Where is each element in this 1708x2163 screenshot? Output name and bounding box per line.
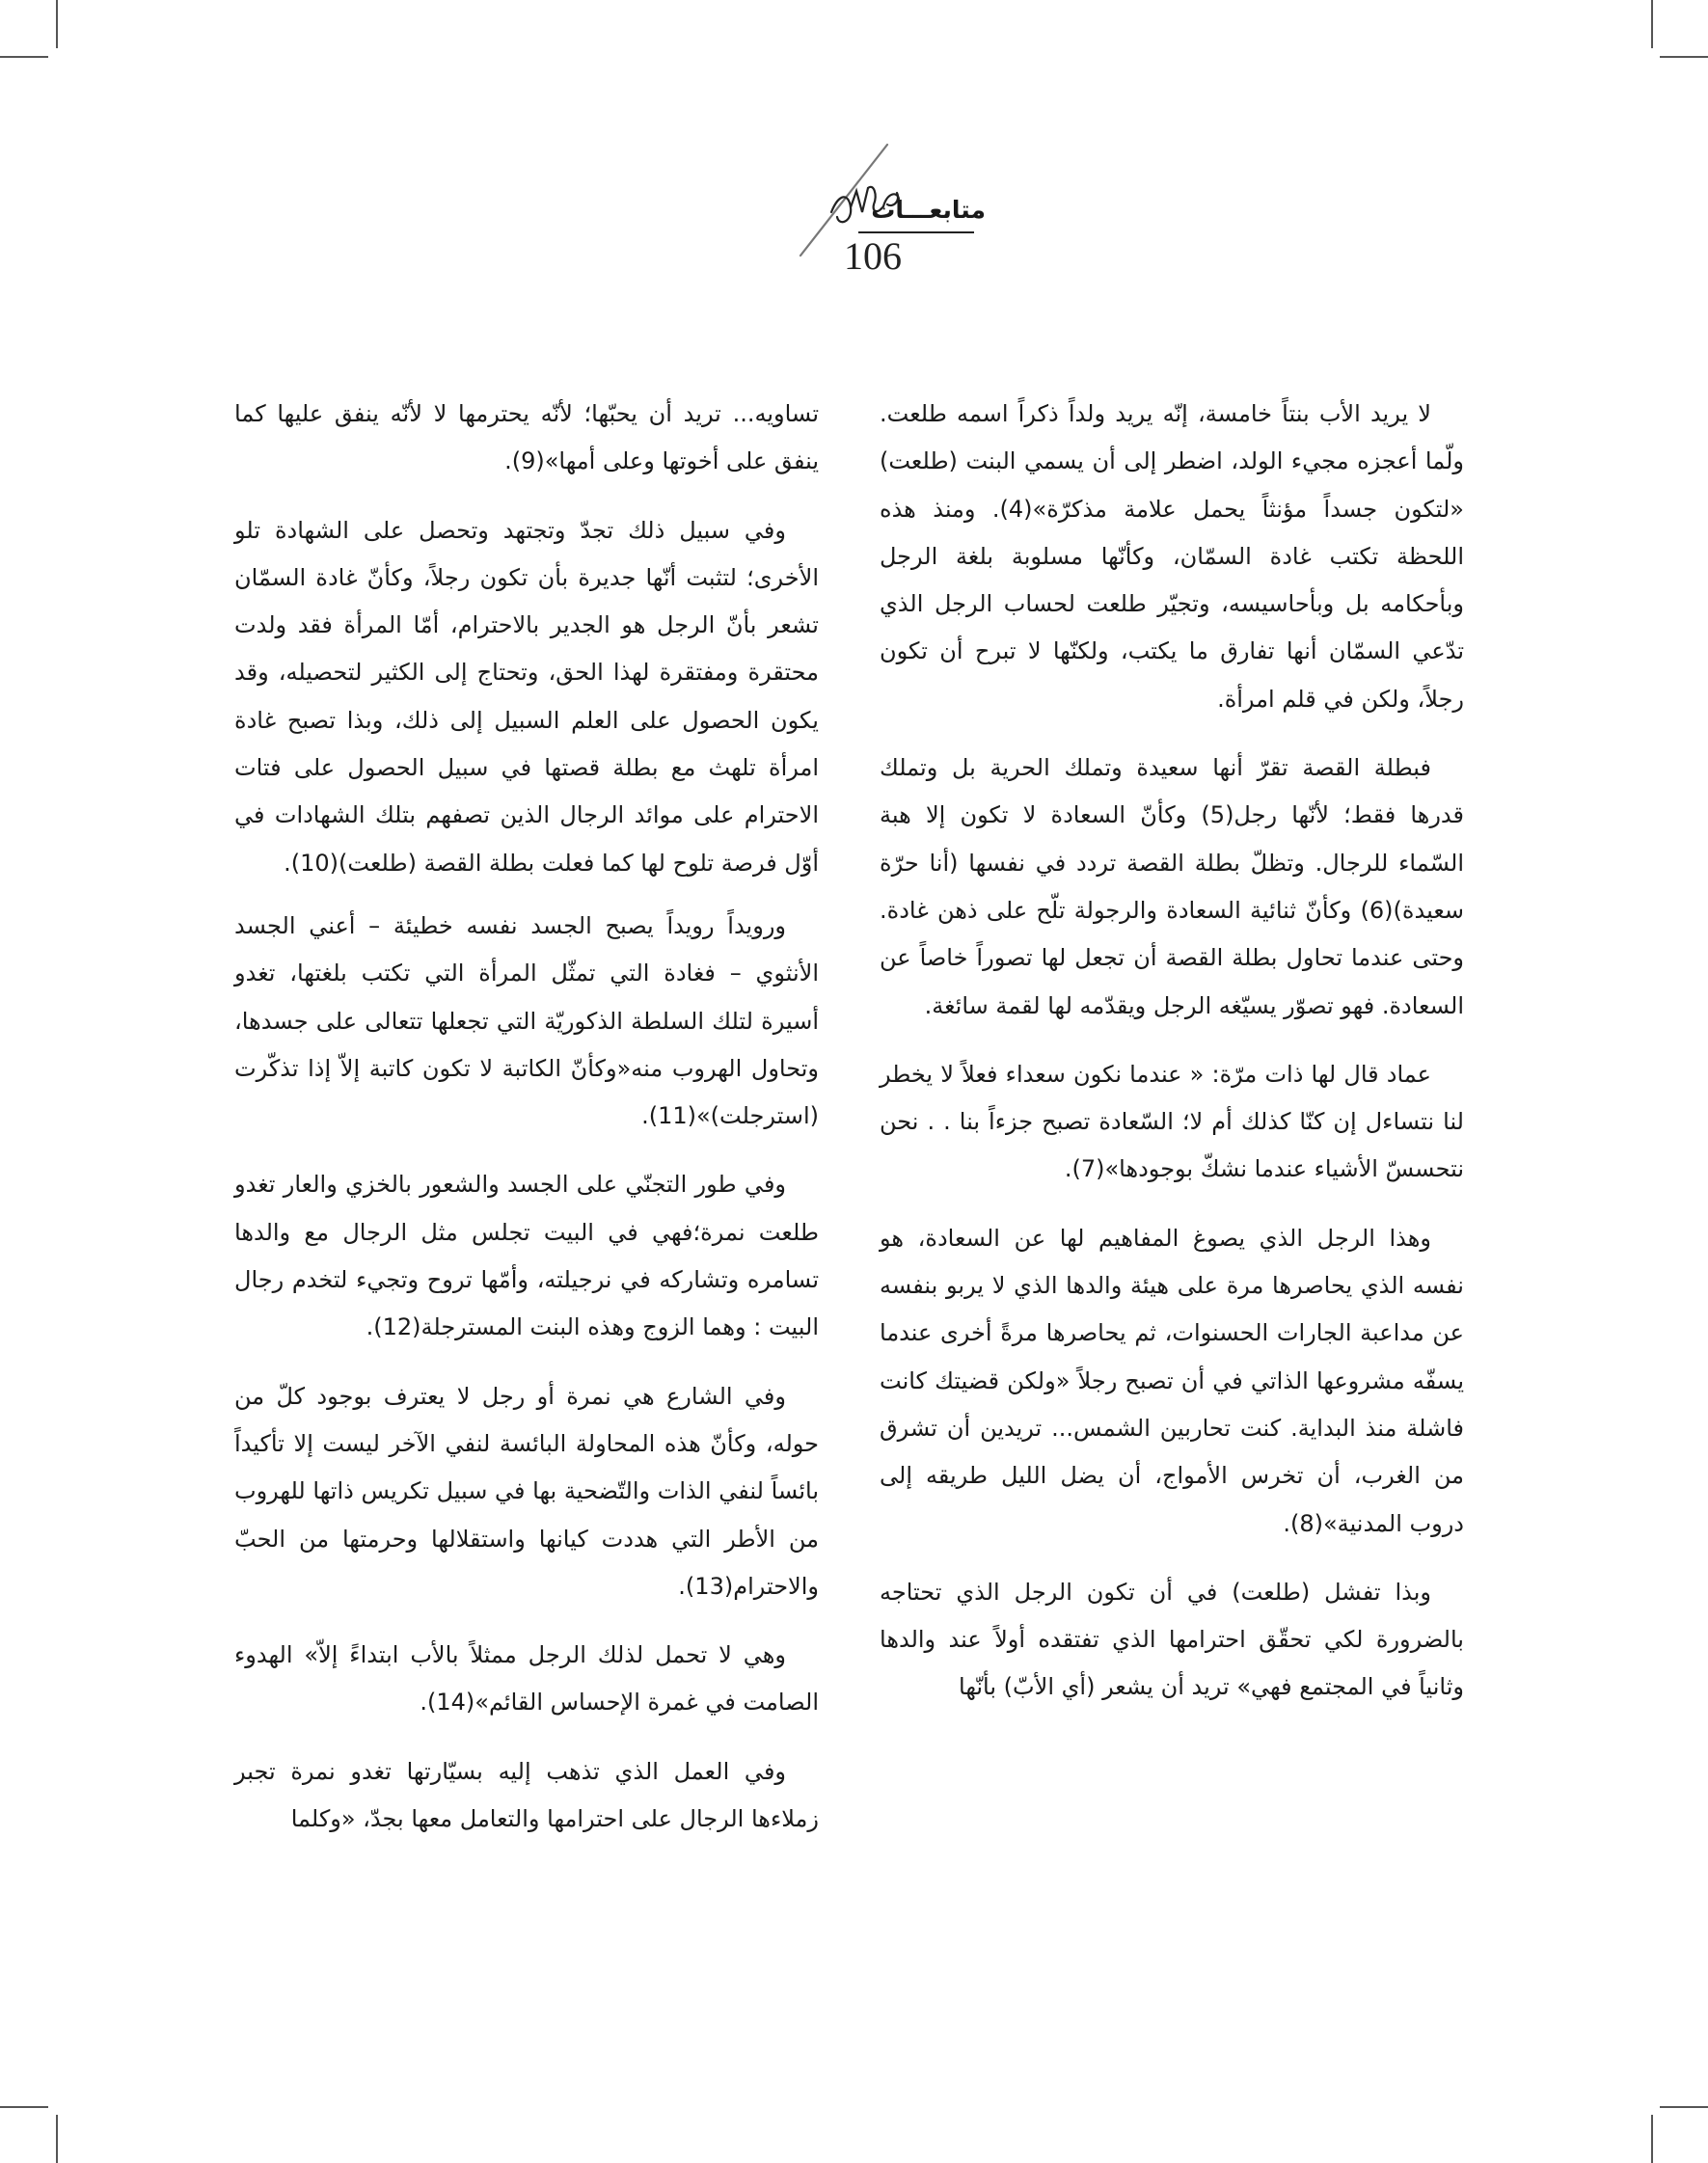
paragraph: وفي سبيل ذلك تجدّ وتجتهد وتحصل على الشهادة تلو الأخرى؛ لتثبت أنّها جديرة بأن تكون رجلاً، وكأنّ غادة السمّان تشعر بأنّ الرجل هو الجدير بالاحترام، أمّا المرأة فقد ولدت محتقرة ومفتقرة لهذا الحق، وتحتاج إلى الكثير لتحصيله، وقد يكون الحصول على العلم السبيل إلى ذلك، وبذا تصبح غادة امرأة تلهث مع بطلة قصتها في سبيل الحصول على فتات الاحترام على موائد الرجال الذين تصفهم بتلك الشهادات في أوّل فرصة تلوح لها كما فعلت بطلة القصة (طلعت)(10). [234, 516, 819, 877]
crop-mark [1651, 2115, 1653, 2163]
page-header [743, 135, 1003, 280]
paragraph: وبذا تفشل (طلعت) في أن تكون الرجل الذي تحتاجه بالضرورة لكي تحقّق احترامها الذي تفتقده أولاً عند والدها وثانياً في المجتمع فهي» تريد أن يشعر (أي الأبّ) بأنّها [880, 1578, 1464, 1701]
crop-mark [56, 0, 58, 48]
crop-mark [1651, 0, 1653, 48]
paragraph: وفي طور التجنّي على الجسد والشعور بالخزي والعار تغدو طلعت نمرة؛فهي في البيت تجلس مثل الرجال مع والدها تسامره وتشاركه في نرجيلته، وأمّها تروح وتجيء لتخدم رجال البيت : وهما الزوج وهذه البنت المسترجلة(12). [234, 1171, 819, 1341]
paragraph: لا يريد الأب بنتاً خامسة، إنّه يريد ولداً ذكراً اسمه طلعت. ولّما أعجزه مجيء الولد، اضطر إلى أن يسمي البنت (طلعت) «لتكون جسداً مؤنثاً يحمل علامة مذكرّة»(4). ومنذ هذه اللحظة تكتب غادة السمّان، وكأنّها مسلوبة بلغة الرجل وبأحكامه بل وبأحاسيسه، وتجيّر طلعت لحساب الرجل الذي تدّعي السمّان أنها تفارق ما يكتب، ولكنّها لا تبرح أن تكون رجلاً، ولكن في قلم امرأة. [880, 400, 1464, 713]
text-column-right [880, 391, 1464, 1712]
crop-mark [0, 2106, 48, 2108]
paragraph: وفي العمل الذي تذهب إليه بسيّارتها تغدو نمرة تجبر زملاءها الرجال على احترامها والتعامل معها بجدّ، «وكلما [234, 1757, 819, 1833]
paragraph: ورويداً رويداً يصبح الجسد نفسه خطيئة – أعني الجسد الأنثوي – فغادة التي تمثّل المرأة التي تكتب بلغتها، تغدو أسيرة لتلك السلطة الذكوريّة التي تجعلها تتعالى على جسدها، وتحاول الهروب منه«وكأنّ الكاتبة لا تكون كاتبة إلاّ إذا تذكّرت (استرجلت)»(11). [234, 911, 819, 1130]
paragraph: فبطلة القصة تقرّ أنها سعيدة وتملك الحرية بل وتملك قدرها فقط؛ لأنّها رجل(5) وكأنّ السعادة لا تكون إلا هبة السّماء للرجال. وتظلّ بطلة القصة تردد في نفسها (أنا حرّة سعيدة)(6) وكأنّ ثنائية السعادة والرجولة تلّح على ذهن غادة. وحتى عندما تحاول بطلة القصة أن تجعل لها تصوراً خاصاً عن السعادة. فهو تصوّر يسيّغه الرجل ويقدّمه لها لقمة سائغة. [880, 754, 1464, 1019]
page-number: 106 [844, 234, 902, 278]
crop-mark [1660, 2106, 1708, 2108]
paragraph: وهي لا تحمل لذلك الرجل ممثلاً بالأب ابتداءً إلاّ» الهدوء الصامت في غمرة الإحساس القائم»(14). [234, 1641, 819, 1717]
crop-mark [0, 56, 48, 58]
paragraph: وهذا الرجل الذي يصوغ المفاهيم لها عن السعادة، هو نفسه الذي يحاصرها مرة على هيئة والدها الذي لا يربو بنفسه عن مداعبة الجارات الحسنوات، ثم يحاصرها مرةً أخرى عندما يسفّه مشروعها الذاتي في أن تصبح رجلاً «ولكن قضيتك كانت فاشلة منذ البداية. كنت تحاربين الشمس... تريدين أن تشرق من الغرب، أن تخرس الأمواج، أن يضل الليل طريقه إلى دروب المدنية»(8). [880, 1224, 1464, 1537]
paragraph: عماد قال لها ذات مرّة: « عندما نكون سعداء فعلاً لا يخطر لنا نتساءل إن كنّا كذلك أم لا؛ السّعادة تصبح جزءاً بنا . . نحن نتحسسّ الأشياء عندما نشكّ بوجودها»(7). [880, 1060, 1464, 1183]
text-column-left [234, 391, 819, 1843]
paragraph: وفي الشارع هي نمرة أو رجل لا يعترف بوجود كلّ من حوله، وكأنّ هذه المحاولة البائسة لنفي الآخر ليست إلا تأكيداً بائساً لنفي الذات والتّضحية بها في سبيل تكريس ذاتها للهروب من الأطر التي هددت كيانها واستقلالها وحرمتها من الحبّ والاحترام(13). [234, 1382, 819, 1600]
section-label: متابعـــات [871, 196, 986, 224]
crop-mark [1660, 56, 1708, 58]
paragraph: تساويه... تريد أن يحبّها؛ لأنّه يحترمها لا لأنّه ينفق عليها كما ينفق على أخوتها وعلى أمها»(9). [234, 400, 819, 475]
crop-mark [56, 2115, 58, 2163]
